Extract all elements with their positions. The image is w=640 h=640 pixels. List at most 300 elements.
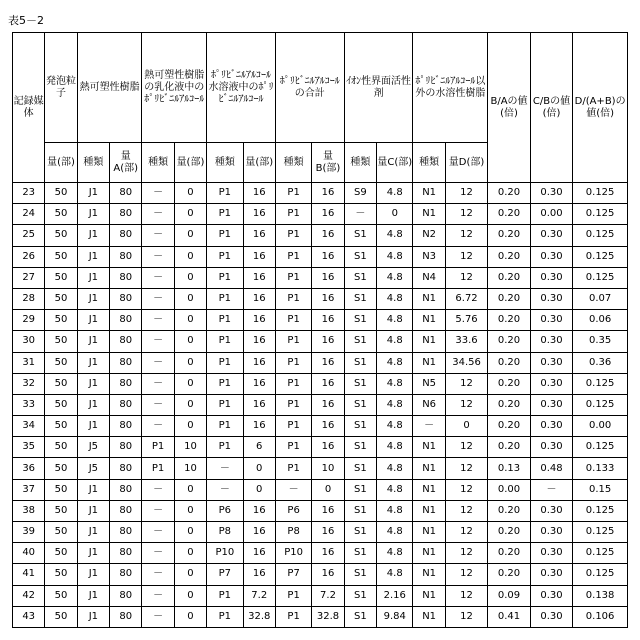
table-cell: P1 bbox=[275, 331, 311, 352]
table-cell: 0 bbox=[174, 585, 206, 606]
table-cell: S1 bbox=[344, 225, 376, 246]
table-cell: 0.133 bbox=[573, 458, 628, 479]
table-cell: 6.72 bbox=[445, 288, 487, 309]
table-cell: P1 bbox=[142, 458, 174, 479]
table-cell: 0.20 bbox=[488, 437, 530, 458]
table-cell: 0.20 bbox=[488, 183, 530, 204]
table-cell: 0 bbox=[174, 183, 206, 204]
table-cell: N6 bbox=[413, 394, 445, 415]
header-thermoplastic-resin: 熱可塑性樹脂 bbox=[77, 33, 142, 143]
table-cell: 0 bbox=[243, 458, 275, 479]
table-cell: 0.00 bbox=[488, 479, 530, 500]
table-cell: 0.20 bbox=[488, 310, 530, 331]
header-pva-total: ﾎﾟﾘﾋﾞﾆﾙｱﾙｺｰﾙの合計 bbox=[275, 33, 344, 143]
table-cell: 4.8 bbox=[377, 267, 413, 288]
table-cell: 12 bbox=[445, 183, 487, 204]
table-cell: 0 bbox=[174, 310, 206, 331]
table-row bbox=[13, 394, 628, 415]
table-cell: J1 bbox=[77, 267, 109, 288]
table-cell: 0.106 bbox=[573, 606, 628, 627]
table-cell: P1 bbox=[207, 204, 243, 225]
table-cell: P1 bbox=[207, 416, 243, 437]
table-cell: 16 bbox=[243, 373, 275, 394]
record-medium-cell: 34 bbox=[13, 416, 45, 437]
table-cell: 50 bbox=[45, 183, 77, 204]
table-cell: P1 bbox=[207, 394, 243, 415]
table-cell: 0 bbox=[243, 479, 275, 500]
table-cell: 32.8 bbox=[312, 606, 344, 627]
table-cell: 4.8 bbox=[377, 416, 413, 437]
table-cell: S1 bbox=[344, 606, 376, 627]
table-cell: 16 bbox=[312, 204, 344, 225]
table-row bbox=[13, 416, 628, 437]
table-cell: 0.125 bbox=[573, 183, 628, 204]
table-cell: 5.76 bbox=[445, 310, 487, 331]
table-cell: 16 bbox=[243, 352, 275, 373]
table-cell: P1 bbox=[275, 225, 311, 246]
table-cell: 50 bbox=[45, 500, 77, 521]
table-row bbox=[13, 204, 628, 225]
table-cell: 80 bbox=[110, 500, 142, 521]
table-cell: S9 bbox=[344, 183, 376, 204]
table-cell: 16 bbox=[243, 288, 275, 309]
table-row bbox=[13, 437, 628, 458]
table-cell: 80 bbox=[110, 564, 142, 585]
table-cell: 0.30 bbox=[530, 288, 572, 309]
table-cell: P1 bbox=[207, 310, 243, 331]
subheader-thermo-type: 種類 bbox=[77, 143, 109, 183]
table-cell: N2 bbox=[413, 225, 445, 246]
record-medium-cell: 23 bbox=[13, 183, 45, 204]
table-cell: 16 bbox=[312, 183, 344, 204]
table-cell: J1 bbox=[77, 204, 109, 225]
table-cell: 0.20 bbox=[488, 288, 530, 309]
table-row bbox=[13, 458, 628, 479]
table-cell: P1 bbox=[275, 288, 311, 309]
table-cell: P1 bbox=[275, 183, 311, 204]
table-cell: 0.20 bbox=[488, 352, 530, 373]
table-cell: － bbox=[142, 204, 174, 225]
table-cell: 80 bbox=[110, 479, 142, 500]
table-cell: 50 bbox=[45, 543, 77, 564]
table-cell: N1 bbox=[413, 564, 445, 585]
table-cell: P1 bbox=[275, 373, 311, 394]
table-cell: 16 bbox=[243, 225, 275, 246]
subheader-pvatot-amount-b: 量B(部) bbox=[312, 143, 344, 183]
table-cell: 0 bbox=[174, 500, 206, 521]
table-cell: 50 bbox=[45, 204, 77, 225]
table-cell: － bbox=[142, 416, 174, 437]
table-cell: N1 bbox=[413, 331, 445, 352]
table-cell: 0.30 bbox=[530, 585, 572, 606]
table-cell: 80 bbox=[110, 437, 142, 458]
table-cell: P1 bbox=[275, 458, 311, 479]
header-aqueous-pva: ﾎﾟﾘﾋﾞﾆﾙｱﾙｺｰﾙ水溶液中のﾎﾟﾘﾋﾞﾆﾙｱﾙｺｰﾙ bbox=[207, 33, 276, 143]
table-cell: P8 bbox=[275, 522, 311, 543]
table-cell: 16 bbox=[312, 225, 344, 246]
table-cell: 0.20 bbox=[488, 522, 530, 543]
subheader-other-type: 種類 bbox=[413, 143, 445, 183]
table-cell: S1 bbox=[344, 352, 376, 373]
table-cell: 0.30 bbox=[530, 606, 572, 627]
table-cell: 0.125 bbox=[573, 394, 628, 415]
table-cell: － bbox=[530, 479, 572, 500]
table-cell: P1 bbox=[207, 606, 243, 627]
table-cell: S1 bbox=[344, 543, 376, 564]
table-cell: S1 bbox=[344, 458, 376, 479]
table-cell: 0.125 bbox=[573, 437, 628, 458]
table-cell: 0.20 bbox=[488, 564, 530, 585]
table-cell: 50 bbox=[45, 225, 77, 246]
table-cell: 0 bbox=[174, 564, 206, 585]
header-foam-particle: 発泡粒子 bbox=[45, 33, 77, 143]
table-cell: 16 bbox=[312, 500, 344, 521]
table-cell: 50 bbox=[45, 564, 77, 585]
table-cell: － bbox=[142, 543, 174, 564]
table-cell: J1 bbox=[77, 352, 109, 373]
table-cell: N1 bbox=[413, 183, 445, 204]
table-cell: 50 bbox=[45, 416, 77, 437]
table-cell: 16 bbox=[312, 522, 344, 543]
table-cell: 80 bbox=[110, 331, 142, 352]
table-cell: S1 bbox=[344, 310, 376, 331]
table-cell: 0.20 bbox=[488, 225, 530, 246]
table-cell: S1 bbox=[344, 585, 376, 606]
table-cell: P1 bbox=[275, 267, 311, 288]
table-cell: 0.00 bbox=[573, 416, 628, 437]
subheader-foam-amount: 量(部) bbox=[45, 143, 77, 183]
table-cell: P1 bbox=[207, 331, 243, 352]
table-cell: 6 bbox=[243, 437, 275, 458]
table-cell: N4 bbox=[413, 267, 445, 288]
table-cell: 4.8 bbox=[377, 394, 413, 415]
table-cell: 4.8 bbox=[377, 479, 413, 500]
table-cell: J1 bbox=[77, 394, 109, 415]
table-cell: 10 bbox=[312, 458, 344, 479]
table-cell: 50 bbox=[45, 458, 77, 479]
table-cell: 0.20 bbox=[488, 394, 530, 415]
table-cell: 50 bbox=[45, 373, 77, 394]
table-cell: 32.8 bbox=[243, 606, 275, 627]
record-medium-cell: 24 bbox=[13, 204, 45, 225]
table-cell: J5 bbox=[77, 458, 109, 479]
table-cell: N1 bbox=[413, 437, 445, 458]
results-table bbox=[12, 32, 628, 628]
table-cell: N3 bbox=[413, 246, 445, 267]
table-row bbox=[13, 310, 628, 331]
table-cell: 0.20 bbox=[488, 500, 530, 521]
table-cell: 0 bbox=[174, 606, 206, 627]
table-cell: S1 bbox=[344, 267, 376, 288]
table-cell: 16 bbox=[243, 564, 275, 585]
table-cell: P10 bbox=[275, 543, 311, 564]
table-cell: P1 bbox=[275, 394, 311, 415]
table-cell: N1 bbox=[413, 458, 445, 479]
table-cell: S1 bbox=[344, 246, 376, 267]
table-cell: 16 bbox=[312, 564, 344, 585]
table-cell: － bbox=[142, 267, 174, 288]
table-cell: N1 bbox=[413, 522, 445, 543]
table-cell: 16 bbox=[243, 416, 275, 437]
table-cell: 50 bbox=[45, 606, 77, 627]
table-cell: J1 bbox=[77, 183, 109, 204]
table-cell: 12 bbox=[445, 479, 487, 500]
table-cell: 80 bbox=[110, 267, 142, 288]
table-cell: P6 bbox=[275, 500, 311, 521]
table-cell: 0.30 bbox=[530, 394, 572, 415]
table-cell: 16 bbox=[243, 310, 275, 331]
table-cell: 50 bbox=[45, 331, 77, 352]
table-cell: 12 bbox=[445, 204, 487, 225]
table-cell: 0.125 bbox=[573, 225, 628, 246]
record-medium-cell: 36 bbox=[13, 458, 45, 479]
table-cell: 16 bbox=[243, 331, 275, 352]
table-cell: 34.56 bbox=[445, 352, 487, 373]
table-cell: P1 bbox=[207, 373, 243, 394]
record-medium-cell: 27 bbox=[13, 267, 45, 288]
table-cell: 12 bbox=[445, 437, 487, 458]
record-medium-cell: 31 bbox=[13, 352, 45, 373]
table-cell: 12 bbox=[445, 458, 487, 479]
table-cell: － bbox=[207, 479, 243, 500]
table-cell: 16 bbox=[243, 543, 275, 564]
table-cell: J1 bbox=[77, 416, 109, 437]
table-cell: S1 bbox=[344, 288, 376, 309]
table-cell: 0.20 bbox=[488, 204, 530, 225]
table-cell: 4.8 bbox=[377, 373, 413, 394]
table-cell: 50 bbox=[45, 437, 77, 458]
table-cell: 0.20 bbox=[488, 331, 530, 352]
table-row bbox=[13, 522, 628, 543]
table-cell: J1 bbox=[77, 225, 109, 246]
table-row bbox=[13, 267, 628, 288]
table-row bbox=[13, 543, 628, 564]
table-cell: 0.20 bbox=[488, 246, 530, 267]
table-cell: 0 bbox=[174, 246, 206, 267]
header-ratio-c-b: C/Bの値(倍) bbox=[530, 33, 572, 183]
table-cell: － bbox=[142, 373, 174, 394]
table-cell: 12 bbox=[445, 606, 487, 627]
table-cell: 16 bbox=[312, 373, 344, 394]
table-cell: J1 bbox=[77, 479, 109, 500]
table-cell: P1 bbox=[275, 606, 311, 627]
table-cell: 0 bbox=[174, 267, 206, 288]
table-cell: 50 bbox=[45, 267, 77, 288]
table-cell: 0 bbox=[312, 479, 344, 500]
table-cell: － bbox=[142, 606, 174, 627]
table-cell: 0.20 bbox=[488, 416, 530, 437]
table-cell: J1 bbox=[77, 373, 109, 394]
table-cell: － bbox=[142, 183, 174, 204]
table-cell: 7.2 bbox=[312, 585, 344, 606]
record-medium-cell: 35 bbox=[13, 437, 45, 458]
table-cell: － bbox=[142, 522, 174, 543]
table-cell: 33.6 bbox=[445, 331, 487, 352]
table-cell: P1 bbox=[275, 416, 311, 437]
table-cell: 16 bbox=[312, 288, 344, 309]
table-cell: 16 bbox=[312, 310, 344, 331]
table-cell: 0.30 bbox=[530, 246, 572, 267]
table-cell: 0 bbox=[174, 394, 206, 415]
table-cell: － bbox=[142, 564, 174, 585]
table-cell: 0.36 bbox=[573, 352, 628, 373]
table-cell: P10 bbox=[207, 543, 243, 564]
table-cell: 16 bbox=[312, 267, 344, 288]
table-cell: 16 bbox=[243, 500, 275, 521]
table-cell: J1 bbox=[77, 522, 109, 543]
table-cell: P1 bbox=[207, 585, 243, 606]
table-cell: P1 bbox=[207, 437, 243, 458]
table-cell: 0.41 bbox=[488, 606, 530, 627]
table-cell: N1 bbox=[413, 500, 445, 521]
subheader-thermo-amount-a: 量A(部) bbox=[110, 143, 142, 183]
table-body bbox=[13, 183, 628, 628]
subheader-aq-amount: 量(部) bbox=[243, 143, 275, 183]
table-cell: 0.30 bbox=[530, 225, 572, 246]
table-cell: 80 bbox=[110, 310, 142, 331]
table-cell: 0 bbox=[174, 352, 206, 373]
table-cell: P7 bbox=[207, 564, 243, 585]
table-cell: 4.8 bbox=[377, 225, 413, 246]
table-cell: 0.20 bbox=[488, 543, 530, 564]
table-cell: S1 bbox=[344, 373, 376, 394]
table-cell: 50 bbox=[45, 479, 77, 500]
table-cell: 0.30 bbox=[530, 500, 572, 521]
table-cell: 0 bbox=[377, 204, 413, 225]
table-cell: 0.30 bbox=[530, 183, 572, 204]
subheader-pvatot-type: 種類 bbox=[275, 143, 311, 183]
table-cell: 12 bbox=[445, 267, 487, 288]
table-cell: 16 bbox=[312, 437, 344, 458]
record-medium-cell: 38 bbox=[13, 500, 45, 521]
table-cell: 50 bbox=[45, 352, 77, 373]
table-cell: － bbox=[142, 246, 174, 267]
table-cell: J1 bbox=[77, 288, 109, 309]
table-cell: P1 bbox=[275, 352, 311, 373]
table-cell: 0.30 bbox=[530, 543, 572, 564]
table-row bbox=[13, 288, 628, 309]
table-cell: 12 bbox=[445, 373, 487, 394]
table-cell: 2.16 bbox=[377, 585, 413, 606]
table-cell: 0.07 bbox=[573, 288, 628, 309]
table-cell: 0.15 bbox=[573, 479, 628, 500]
table-cell: P1 bbox=[207, 288, 243, 309]
table-cell: 0 bbox=[174, 331, 206, 352]
table-cell: 0.30 bbox=[530, 352, 572, 373]
table-cell: 50 bbox=[45, 246, 77, 267]
table-cell: N1 bbox=[413, 288, 445, 309]
table-cell: 0.30 bbox=[530, 310, 572, 331]
table-cell: 7.2 bbox=[243, 585, 275, 606]
table-row bbox=[13, 373, 628, 394]
table-cell: 80 bbox=[110, 543, 142, 564]
record-medium-cell: 26 bbox=[13, 246, 45, 267]
table-cell: 12 bbox=[445, 246, 487, 267]
table-cell: S1 bbox=[344, 331, 376, 352]
table-cell: 4.8 bbox=[377, 543, 413, 564]
record-medium-cell: 39 bbox=[13, 522, 45, 543]
table-cell: 80 bbox=[110, 373, 142, 394]
table-cell: 0.20 bbox=[488, 373, 530, 394]
header-other-water-soluble-resin: ﾎﾟﾘﾋﾞﾆﾙｱﾙｺｰﾙ以外の水溶性樹脂 bbox=[413, 33, 488, 143]
table-cell: － bbox=[413, 416, 445, 437]
table-cell: 0 bbox=[445, 416, 487, 437]
table-cell: － bbox=[142, 394, 174, 415]
table-cell: S1 bbox=[344, 500, 376, 521]
table-cell: 0.125 bbox=[573, 204, 628, 225]
table-cell: J1 bbox=[77, 246, 109, 267]
table-cell: 4.8 bbox=[377, 288, 413, 309]
table-cell: S1 bbox=[344, 522, 376, 543]
header-ratio-b-a: B/Aの値(倍) bbox=[488, 33, 530, 183]
table-cell: 0 bbox=[174, 479, 206, 500]
table-cell: J1 bbox=[77, 543, 109, 564]
table-cell: 12 bbox=[445, 564, 487, 585]
table-cell: － bbox=[142, 288, 174, 309]
table-cell: P6 bbox=[207, 500, 243, 521]
table-cell: P1 bbox=[142, 437, 174, 458]
table-cell: P1 bbox=[207, 183, 243, 204]
table-cell: 80 bbox=[110, 458, 142, 479]
table-cell: 0 bbox=[174, 416, 206, 437]
record-medium-cell: 30 bbox=[13, 331, 45, 352]
subheader-ionic-type: 種類 bbox=[344, 143, 376, 183]
table-cell: 0.138 bbox=[573, 585, 628, 606]
table-cell: 16 bbox=[243, 246, 275, 267]
table-cell: 80 bbox=[110, 225, 142, 246]
table-cell: N1 bbox=[413, 543, 445, 564]
table-row bbox=[13, 585, 628, 606]
table-cell: 0.30 bbox=[530, 437, 572, 458]
table-row bbox=[13, 606, 628, 627]
table-cell: 0.125 bbox=[573, 267, 628, 288]
table-cell: S1 bbox=[344, 416, 376, 437]
table-cell: 80 bbox=[110, 204, 142, 225]
table-cell: P1 bbox=[275, 437, 311, 458]
record-medium-cell: 42 bbox=[13, 585, 45, 606]
table-cell: 16 bbox=[243, 394, 275, 415]
table-cell: 16 bbox=[312, 394, 344, 415]
subheader-aq-type: 種類 bbox=[207, 143, 243, 183]
table-cell: J1 bbox=[77, 500, 109, 521]
table-cell: 0.30 bbox=[530, 267, 572, 288]
table-cell: P1 bbox=[207, 267, 243, 288]
table-cell: 4.8 bbox=[377, 437, 413, 458]
header-ratio-d-ab: D/(A+B)の値(倍) bbox=[573, 33, 628, 183]
table-cell: J1 bbox=[77, 606, 109, 627]
table-cell: 80 bbox=[110, 522, 142, 543]
table-cell: 0.09 bbox=[488, 585, 530, 606]
table-cell: 80 bbox=[110, 352, 142, 373]
table-cell: S1 bbox=[344, 564, 376, 585]
table-cell: 12 bbox=[445, 500, 487, 521]
table-cell: 50 bbox=[45, 394, 77, 415]
table-cell: 10 bbox=[174, 458, 206, 479]
table-row bbox=[13, 331, 628, 352]
table-cell: 16 bbox=[312, 543, 344, 564]
table-cell: 0.00 bbox=[530, 204, 572, 225]
record-medium-cell: 40 bbox=[13, 543, 45, 564]
table-cell: P1 bbox=[275, 204, 311, 225]
table-cell: － bbox=[207, 458, 243, 479]
table-cell: J5 bbox=[77, 437, 109, 458]
table-cell: 0 bbox=[174, 373, 206, 394]
table-cell: 12 bbox=[445, 225, 487, 246]
table-cell: － bbox=[142, 500, 174, 521]
table-cell: 50 bbox=[45, 522, 77, 543]
table-cell: 80 bbox=[110, 394, 142, 415]
table-cell: J1 bbox=[77, 310, 109, 331]
